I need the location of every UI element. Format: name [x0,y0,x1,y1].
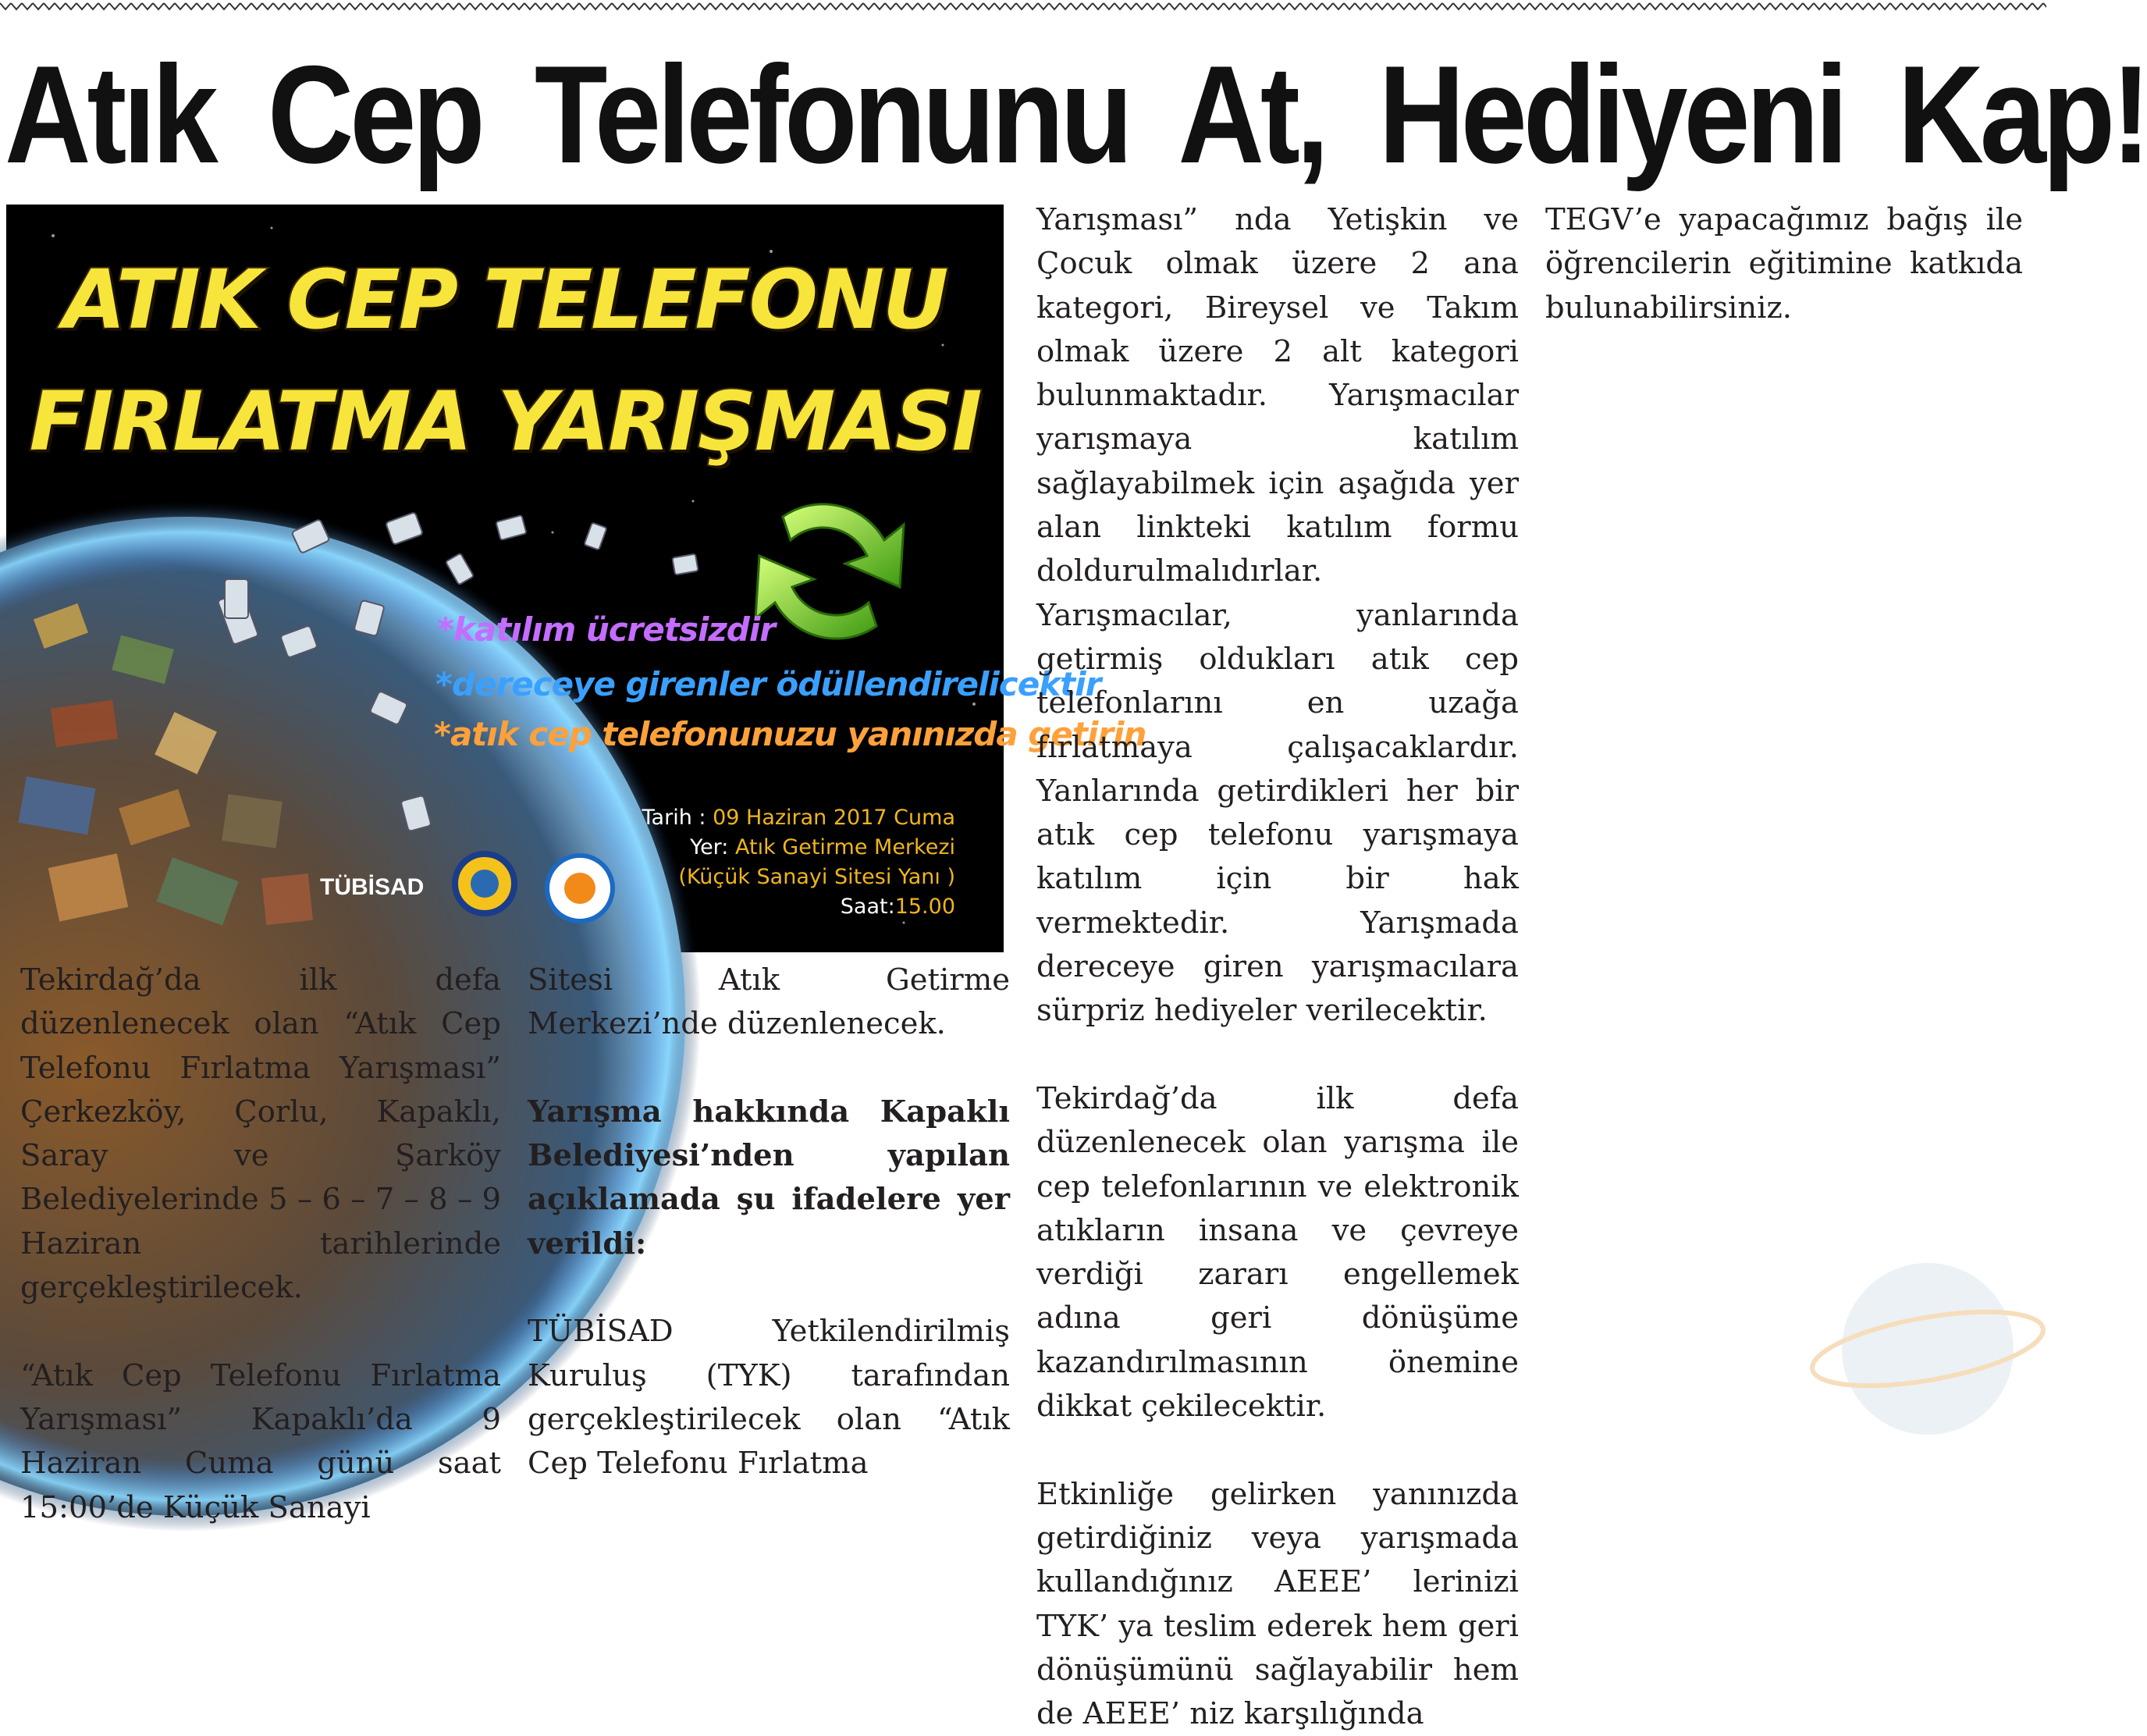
poster-bullet-free: *katılım ücretsizdir [437,610,775,649]
paragraph: Yarışması” nda Yetişkin ve Çocuk olmak üzere 2 ana kategori, Bireysel ve Takım olmak üzere 2 alt kategori bulunmaktadır. Yarışmacılar yarışmaya katılım sağlayabilmek için aşağıda yer alan linkteki katılım formu doldurulmalıdırlar. Yarışmacılar, yanlarında getirmiş oldukları atık cep telefonlarını en uzağa fırlatmaya çalışacaklardır. Yanlarında getirdikleri her bir atık cep telefonu yarışmaya katılım için bir hak vermektedir. Yarışmada dereceye giren yarışmacılara sürpriz hediyeler verilecektir. [1036,202,1519,1029]
poster-title-line1: ATIK CEP TELEFONU [62,252,947,347]
poster-title-line2: FIRLATMA YARIŞMASI [29,374,981,469]
poster-bullet-prizes: *dereceye girenler ödüllendirelicektir [435,665,1101,703]
bold-paragraph: Yarışma hakkında Kapaklı Belediyesi’nden yapılan açıklamada şu ifadelere yer verildi: [528,1094,1010,1261]
headline: Atık Cep Telefonunu At, Hediyeni Kap! [5,37,2147,192]
paragraph: Tekirdağ’da ilk defa düzenlenecek olan “Atık Cep Telefonu Fırlatma Yarışması” Çerkezköy, Çorlu, Kapaklı, Saray ve Şarköy Belediyelerinde 5 – 6 – 7 – 8 – 9 Haziran tarihlerinde gerçekleştirilecek. [20,962,501,1306]
article-column-3 [1036,198,1519,1736]
sponsor-seal-2 [547,856,613,921]
article-column-4 [1545,198,2023,330]
poster-place: Yer: Atık Getirme Merkezi [690,835,955,859]
article-column-2 [528,959,1010,1486]
tubisad-logo: TÜBİSAD [320,874,425,900]
paragraph: Sitesi Atık Getirme Merkezi’nde düzenlenecek. [528,962,1010,1042]
article-column-1 [20,959,501,1530]
poster-bullet-bring-phone: *atık cep telefonunuzu yanınızda getirin [434,715,1146,753]
paragraph: Tekirdağ’da ilk defa düzenlenecek olan yarışma ile cep telefonlarının ve elektronik atıkların insana ve çevreye verdiği zararı engellemek adına geri dönüşüme kazandırılmasının önemine dikkat çekilecektir. [1036,1080,1519,1425]
poster-time: Saat:15.00 [840,895,955,919]
decorative-globe-watermark [1811,1232,2045,1412]
event-poster-image [6,205,1146,952]
decorative-top-border [0,0,2046,20]
sponsor-seal-1 [455,854,514,913]
poster-date: Tarih : 09 Haziran 2017 Cuma [642,806,955,830]
poster-place-note: (Küçük Sanayi Sitesi Yanı ) [678,865,955,889]
paragraph: “Atık Cep Telefonu Fırlatma Yarışması” Kapaklı’da 9 Haziran Cuma günü saat 15:00’de Küçük Sanayi [20,1357,501,1525]
paragraph: TEGV’e yapacağımız bağış ile öğrencilerin eğitimine katkıda bulunabilirsiniz. [1545,202,2023,326]
paragraph: TÜBİSAD Yetkilendirilmiş Kuruluş (TYK) tarafından gerçekleştirilecek olan “Atık Cep Telefonu Fırlatma [528,1314,1010,1482]
paragraph: Etkinliğe gelirken yanınızda getirdiğiniz veya yarışmada kullandığınız AEEE’ lerinizi TYK’ ya teslim ederek hem geri dönüşümünü sağlayabilir hem de AEEE’ niz karşılığında [1036,1476,1519,1732]
recycle-arrows [755,504,904,639]
